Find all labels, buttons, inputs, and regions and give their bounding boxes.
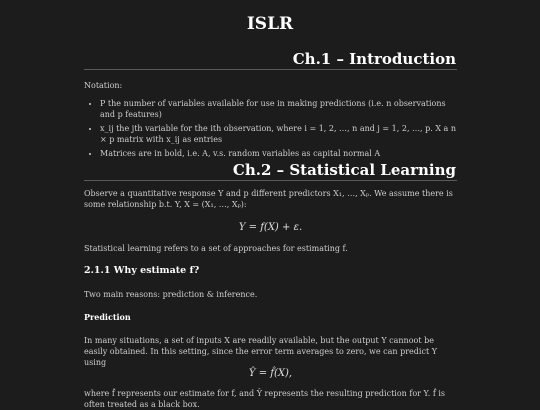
chapter-2-heading: Ch.2 – Statistical Learning — [232, 161, 456, 179]
prediction-heading: Prediction — [84, 312, 131, 322]
section-2-1-1-text: Two main reasons: prediction & inference. — [84, 290, 258, 299]
notation-list — [84, 98, 460, 162]
section-2-1-1-heading: 2.1.1 Why estimate f? — [84, 265, 200, 276]
notation-label: Notation: — [84, 81, 123, 90]
chapter-1-rule — [84, 69, 457, 70]
equation-prediction: Ŷ = f̂(X), — [248, 368, 293, 379]
notation-item: • Matrices are in bold, i.e. A, v.s. random variables as capital normal A — [100, 148, 460, 159]
prediction-text: In many situations, a set of inputs X are readily available, but the output Y cannoot be easily obtained. In this setting, since the error term averages to zero, we can predict Y using — [84, 336, 437, 367]
chapter-2-definition: Statistical learning refers to a set of approaches for estimating f. — [84, 244, 348, 253]
notation-item: • P the number of variables available for use in making predictions (i.e. n observations and p features) — [100, 98, 460, 120]
document-title: ISLR — [246, 14, 294, 34]
notation-item: • x_ij the jth variable for the ith observation, where i = 1, 2, …, n and j = 1, 2, …, p. X a n × p matrix with x_ij as entries — [100, 123, 460, 145]
prediction-explanation: where f̂ represents our estimate for f, and Ŷ represents the resulting prediction for Y. f̂ is often treated as a black box. — [84, 389, 446, 409]
chapter-1-heading: Ch.1 – Introduction — [292, 50, 456, 68]
equation-model: Y = f(X) + ε. — [238, 222, 303, 233]
chapter-2-rule — [84, 180, 457, 181]
chapter-2-intro: Observe a quantitative response Y and p different predictors X₁, …, Xₚ. We assume there is some relationship b.t. Y, X = (X₁, …, Xₚ): — [84, 189, 453, 209]
